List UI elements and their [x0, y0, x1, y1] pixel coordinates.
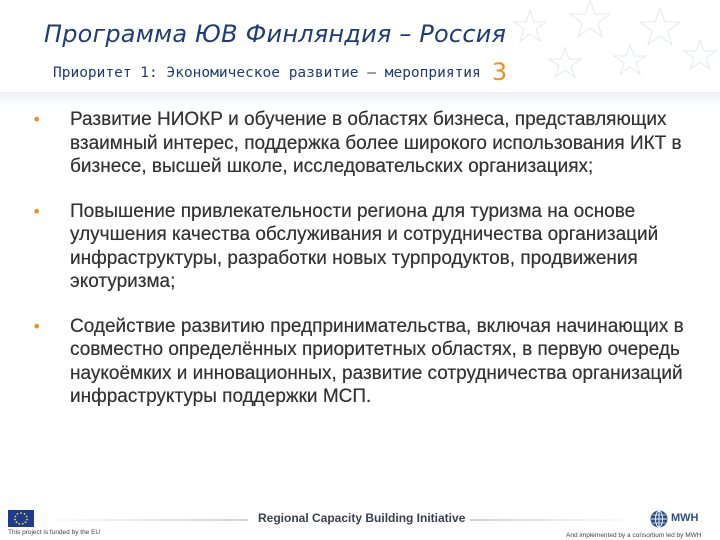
- mwh-globe-icon: [650, 510, 668, 528]
- star-pattern-decoration: [470, 0, 720, 95]
- bullet-text: Повышение привлекательности региона для туризма на основе улучшения качества обслуживания и сотрудничества организаций инфраструктуры, разработки новых турпродуктов, продвижения экотуризма;: [70, 200, 659, 292]
- bullet-item: [30, 200, 690, 294]
- mwh-logo-text: MWH: [671, 512, 699, 524]
- bullet-marker: •: [32, 110, 42, 129]
- priority-number: 3: [491, 58, 508, 86]
- bullet-marker: •: [32, 316, 42, 336]
- initiative-logo-text: Regional Capacity Building Initiative: [258, 511, 466, 525]
- eu-flag-icon: [8, 510, 34, 527]
- subtitle-row: [53, 58, 507, 86]
- footer-rule-left: [36, 519, 248, 521]
- footer-rule-right: [470, 519, 642, 521]
- footer: [0, 505, 720, 540]
- bullet-text: Развитие НИОКР и обучение в областях бизнеса, представляющих взаимный интерес, поддержка более широкого использования ИКТ в бизнесе, высшей школе, исследовательских организациях;: [70, 109, 682, 177]
- slide-title: Программа ЮВ Финляндия – Россия: [44, 20, 507, 48]
- implemented-note: And implemented by a consortium led by MWH: [566, 532, 702, 539]
- bullet-item: [30, 315, 690, 409]
- slide-subtitle: Приоритет 1: Экономическое развитие – мероприятия: [53, 65, 481, 81]
- bullet-item: [30, 108, 690, 179]
- bullet-text: Содействие развитию предпринимательства, включая начинающих в совместно определённых приоритетных областях, в первую очередь наукоёмких и инновационных, развитие сотрудничества организаций инфраструктуры поддержки МСП.: [70, 315, 684, 407]
- eu-funded-note: This project is funded by the EU: [8, 529, 101, 536]
- bullet-list: [30, 108, 690, 430]
- bullet-marker: •: [32, 201, 42, 221]
- header-divider-band: [0, 92, 720, 106]
